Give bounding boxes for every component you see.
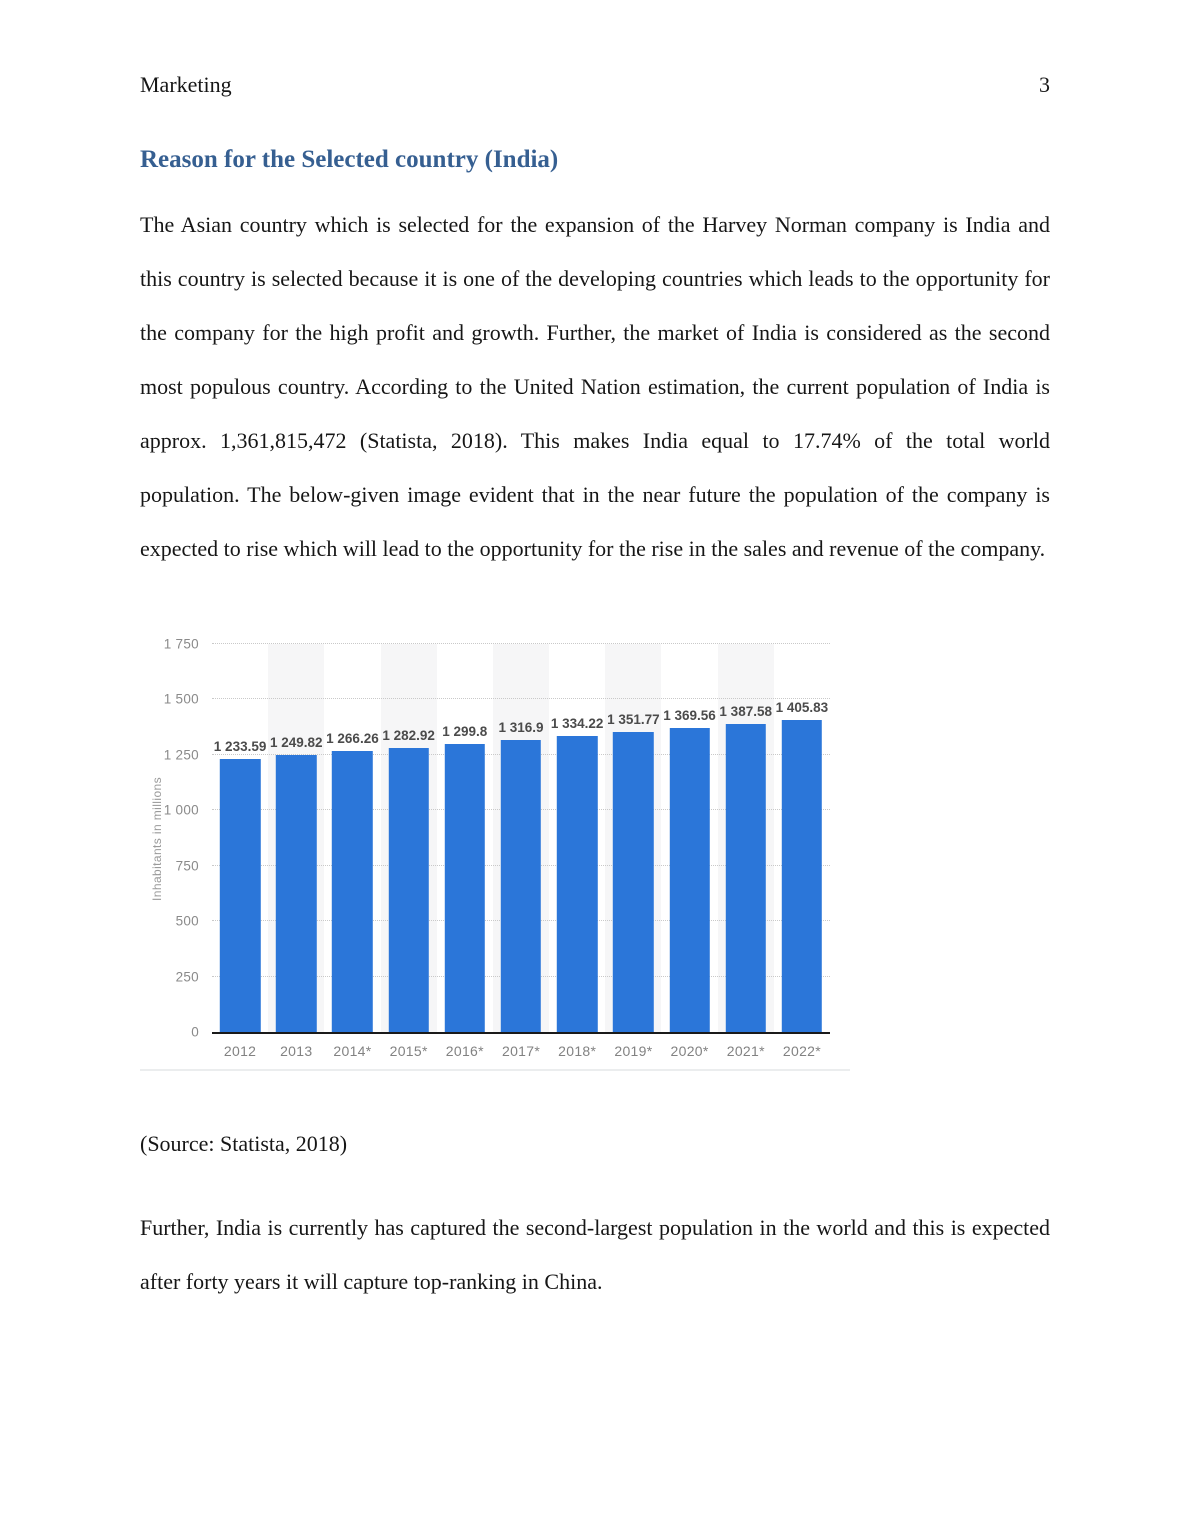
- y-axis-title: Inhabitants in millions: [150, 777, 164, 901]
- section-heading: Reason for the Selected country (India): [140, 146, 559, 173]
- bar: [276, 755, 316, 1032]
- running-header: Marketing: [140, 72, 232, 97]
- bar-value-label: 1 299.8: [442, 723, 488, 739]
- bar-slot: [493, 644, 549, 1032]
- bar: [782, 720, 822, 1032]
- paragraph-intro: The Asian country which is selected for the expansion of the Harvey Norman company is India and this country is selected because it is one of the developing countries which leads to the opportunity for the company for the high profit and growth. Further, the market of India is considered as the second most populous country. According to the United Nation estimation, the current population of India is approx. 1,361,815,472 (Statista, 2018). This makes India equal to 17.74% of the total world population. The below-given image evident that in the near future the population of the company is expected to rise which will lead to the opportunity for the rise in the sales and revenue of the company.: [140, 212, 1050, 561]
- bar: [332, 751, 372, 1032]
- bar: [220, 759, 260, 1033]
- y-tick-label: 1 750: [163, 636, 199, 652]
- source-citation: (Source: Statista, 2018): [140, 1131, 348, 1156]
- bar-slot: [268, 644, 324, 1032]
- page-number: 3: [1039, 72, 1050, 97]
- chart-plot-area: [163, 636, 830, 1040]
- bar-value-label: 1 282.92: [382, 727, 435, 743]
- bar-slot: [549, 644, 605, 1032]
- x-tick-label: 2018*: [558, 1043, 597, 1059]
- bar-value-label: 1 369.56: [663, 708, 716, 724]
- population-bar-chart: [140, 612, 850, 1071]
- bar-slot: [774, 644, 830, 1032]
- bar-slot: [381, 644, 437, 1032]
- bar: [669, 728, 709, 1032]
- bar: [557, 736, 597, 1032]
- bar: [445, 744, 485, 1032]
- bar-value-label: 1 405.83: [775, 700, 829, 716]
- x-tick-label: 2021*: [726, 1043, 765, 1059]
- bar: [725, 724, 765, 1032]
- x-tick-label: 2015*: [389, 1043, 428, 1059]
- bar-value-label: 1 249.82: [269, 734, 323, 750]
- bar-value-label: 1 387.58: [719, 704, 772, 720]
- bar-slot: [605, 644, 661, 1032]
- x-tick-label: 2017*: [501, 1043, 541, 1059]
- x-tick-label: 2012: [223, 1043, 257, 1059]
- bar-value-label: 1 233.59: [213, 738, 267, 754]
- bar-slot: [212, 644, 268, 1032]
- bar: [613, 732, 653, 1032]
- bar-value-label: 1 316.9: [498, 720, 544, 736]
- chart-inner: [140, 612, 850, 1040]
- page-header: [140, 72, 1050, 98]
- x-tick-label: 2019*: [614, 1043, 653, 1059]
- x-tick-label: 2016*: [445, 1043, 484, 1059]
- bar: [388, 748, 428, 1032]
- y-tick-label: 1 500: [163, 691, 199, 707]
- bar-value-label: 1 266.26: [326, 731, 379, 747]
- y-tick-label: 0: [191, 1024, 199, 1040]
- y-tick-label: 1 000: [163, 802, 199, 818]
- bar-slot: [718, 644, 774, 1032]
- bar: [501, 740, 541, 1032]
- bar-value-label: 1 334.22: [550, 716, 604, 732]
- paragraph-closing: Further, India is currently has captured the second-largest population in the world and this is expected after forty years it will capture top-ranking in China.: [140, 1215, 1050, 1294]
- y-tick-label: 1 250: [163, 747, 199, 763]
- x-axis-labels: [212, 1034, 830, 1059]
- x-tick-label: 2020*: [670, 1043, 709, 1059]
- bar-slot: [324, 644, 380, 1032]
- bar-slot: [661, 644, 717, 1032]
- x-tick-label: 2022*: [782, 1043, 822, 1059]
- x-tick-label: 2014*: [333, 1043, 372, 1059]
- bar-value-label: 1 351.77: [607, 712, 660, 728]
- x-tick-label: 2013: [280, 1043, 313, 1059]
- y-tick-label: 250: [175, 969, 199, 985]
- bar-slot: [437, 644, 493, 1032]
- y-tick-label: 750: [175, 858, 199, 874]
- y-tick-label: 500: [175, 913, 199, 929]
